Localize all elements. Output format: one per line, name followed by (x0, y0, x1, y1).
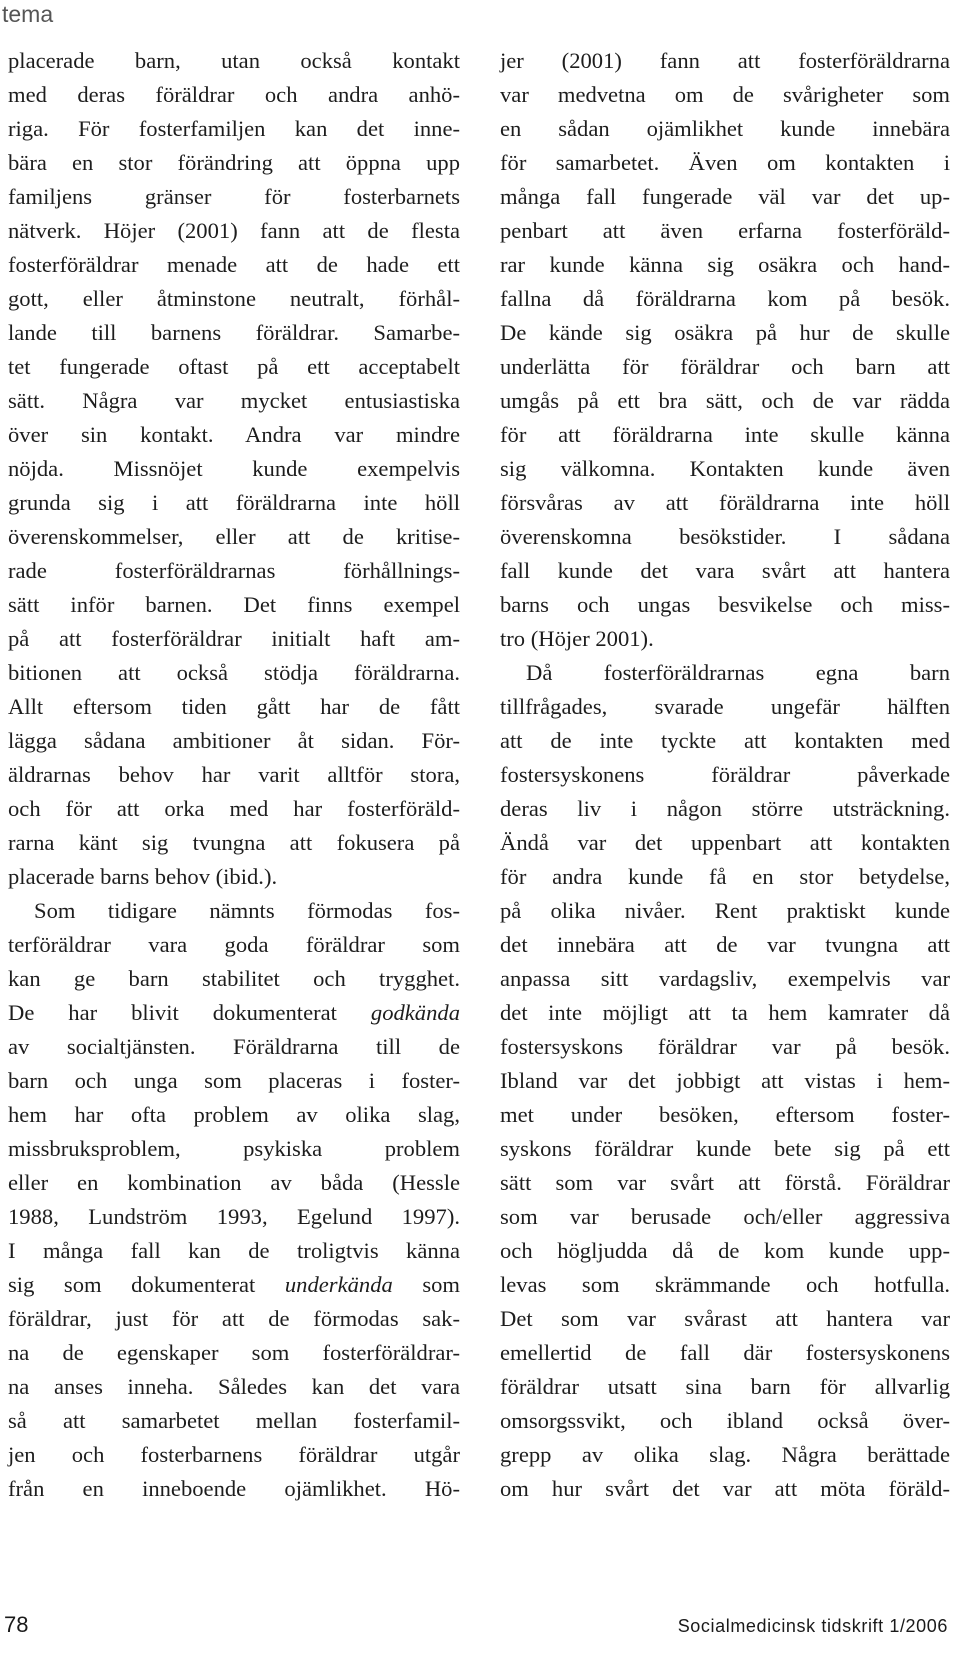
section-tag: tema (2, 1, 54, 27)
text-line: emellertid de fall där fostersyskonens (500, 1340, 950, 1365)
emphasis: godkända (370, 1000, 460, 1025)
text-line: riga. För fosterfamiljen kan det inne- (8, 116, 460, 141)
text-line: fosterföräldrar menade att de hade ett (8, 252, 460, 277)
text-line: över sin kontakt. Andra var mindre (8, 422, 460, 447)
text-line: med deras föräldrar och andra anhö- (8, 82, 460, 107)
text-line: hem har ofta problem av olika slag, (8, 1102, 460, 1127)
text-line: så att samarbetet mellan fosterfamil- (8, 1408, 460, 1433)
text-line (8, 996, 460, 1030)
text-line: tillfrågades, svarade ungefär hälften (500, 694, 950, 719)
text-line: fostersyskons föräldrar var på besök. (500, 1034, 950, 1059)
text-line: rar kunde känna sig osäkra och hand- (500, 252, 950, 277)
text-line: kan ge barn stabilitet och trygghet. (8, 966, 460, 991)
text-line: lägga sådana ambitioner åt sidan. För- (8, 728, 460, 753)
text-line: Ändå var det uppenbart att kontakten (500, 830, 950, 855)
text-line: Allt eftersom tiden gått har de fått (8, 694, 460, 719)
text-segment: sig som dokumenterat (8, 1272, 285, 1297)
right-paragraph-1 (500, 44, 950, 656)
text-line: sig välkomna. Kontakten kunde även (500, 456, 950, 481)
text-line: om hur svårt det var att möta föräld- (500, 1476, 950, 1501)
text-line: och för att orka med har fosterföräld- (8, 796, 460, 821)
text-line: Då fosterföräldrarnas egna barn (526, 660, 950, 685)
text-line: av socialtjänsten. Föräldrarna till de (8, 1034, 460, 1059)
text-line: levas som skrämmande och hotfulla. (500, 1272, 950, 1297)
text-line: placerade barn, utan också kontakt (8, 48, 460, 73)
text-line: deras liv i någon större utsträckning. (500, 796, 950, 821)
text-line: en sådan ojämlikhet kunde innebära (500, 116, 950, 141)
text-segment: som (392, 1272, 460, 1297)
text-line: tro (Höjer 2001). (500, 626, 654, 651)
text-line: fall kunde det vara svårt att hantera (500, 558, 950, 583)
text-segment: De har blivit dokumenterat (8, 1000, 371, 1025)
text-line: umgås på ett bra sätt, och de var rädda (500, 388, 950, 413)
text-line: försvåras av att föräldrarna inte höll (500, 490, 950, 515)
text-line: eller en kombination av båda (Hessle (8, 1170, 460, 1195)
text-line: familjens gränser för fosterbarnets (8, 184, 460, 209)
text-line: De kände sig osäkra på hur de skulle (500, 320, 950, 345)
text-line: 1988, Lundström 1993, Egelund 1997). (8, 1204, 460, 1229)
text-line: syskons föräldrar kunde bete sig på ett (500, 1136, 950, 1161)
text-line: äldrarnas behov har varit alltför stora, (8, 762, 460, 787)
text-line: från en inneboende ojämlikhet. Hö- (8, 1476, 460, 1501)
text-line: och högljudda då de kom kunde upp- (500, 1238, 950, 1263)
text-line: nätverk. Höjer (2001) fann att de flesta (8, 218, 460, 243)
text-line: na de egenskaper som fosterföräldrar- (8, 1340, 460, 1365)
text-line: för att föräldrarna inte skulle känna (500, 422, 950, 447)
text-line: tet fungerade oftast på ett acceptabelt (8, 354, 460, 379)
text-line: jen och fosterbarnens föräldrar utgår (8, 1442, 460, 1467)
text-line: bitionen att också stödja föräldrarna. (8, 660, 460, 685)
text-line: på att fosterföräldrar initialt haft am- (8, 626, 460, 651)
text-line: fostersyskonens föräldrar påverkade (500, 762, 950, 787)
text-line: met under besöken, eftersom foster- (500, 1102, 950, 1127)
text-line: som var berusade och/eller aggressiva (500, 1204, 950, 1229)
text-line: nöjda. Missnöjet kunde exempelvis (8, 456, 460, 481)
left-column (8, 44, 460, 1506)
text-line: grepp av olika slag. Några berättade (500, 1442, 950, 1467)
text-line: det innebära att de var tvungna att (500, 932, 950, 957)
text-line: var medvetna om de svårigheter som (500, 82, 950, 107)
text-line: rade fosterföräldrarnas förhållnings- (8, 558, 460, 583)
text-line: för samarbetet. Även om kontakten i (500, 150, 950, 175)
text-line: underlätta för föräldrar och barn att (500, 354, 950, 379)
text-line: föräldrar, just för att de förmodas sak- (8, 1306, 460, 1331)
text-line: I många fall kan de troligtvis känna (8, 1238, 460, 1263)
text-line: placerade barns behov (ibid.). (8, 864, 278, 889)
text-line (8, 1268, 460, 1302)
text-line: gott, eller åtminstone neutralt, förhål- (8, 286, 460, 311)
right-paragraph-2 (500, 656, 950, 1506)
text-line: sätt. Några var mycket entusiastiska (8, 388, 460, 413)
text-line: omsorgssvikt, och ibland också över- (500, 1408, 950, 1433)
text-line: sätt som var svårt att förstå. Föräldrar (500, 1170, 950, 1195)
text-line: Ibland var det jobbigt att vistas i hem- (500, 1068, 950, 1093)
text-line: missbruksproblem, psykiska problem (8, 1136, 460, 1161)
text-line: det inte möjligt att ta hem kamrater då (500, 1000, 950, 1025)
emphasis: underkända (284, 1272, 393, 1297)
text-line: penbart att även erfarna fosterföräld- (500, 218, 950, 243)
text-line: bära en stor förändring att öppna upp (8, 150, 460, 175)
text-line: lande till barnens föräldrar. Samarbe- (8, 320, 460, 345)
left-paragraph-1 (8, 44, 460, 894)
page-number: 78 (4, 1612, 29, 1637)
text-line: sätt inför barnen. Det finns exempel (8, 592, 460, 617)
text-line: jer (2001) fann att fosterföräldrarna (500, 48, 950, 73)
text-line: anpassa sitt vardagsliv, exempelvis var (500, 966, 950, 991)
journal-footer: Socialmedicinsk tidskrift 1/2006 (677, 1616, 948, 1636)
right-column (500, 44, 950, 1506)
text-line: för andra kunde få en stor betydelse, (500, 864, 950, 889)
text-line: att de inte tyckte att kontakten med (500, 728, 950, 753)
text-line: på olika nivåer. Rent praktiskt kunde (500, 898, 950, 923)
text-line: rarna känt sig tvungna att fokusera på (8, 830, 460, 855)
text-line: barn och unga som placeras i foster- (8, 1068, 460, 1093)
text-line: grunda sig i att föräldrarna inte höll (8, 490, 460, 515)
text-line: föräldrar utsatt sina barn för allvarlig (500, 1374, 950, 1399)
text-line: na anses inneha. Således kan det vara (8, 1374, 460, 1399)
text-line: Som tidigare nämnts förmodas fos- (34, 898, 460, 923)
text-line: många fall fungerade väl var det up- (500, 184, 950, 209)
text-line: terföräldrar vara goda föräldrar som (8, 932, 460, 957)
text-line: överenskomna besökstider. I sådana (500, 524, 950, 549)
text-line: överenskommelser, eller att de kritise- (8, 524, 460, 549)
left-paragraph-2 (8, 894, 460, 1506)
text-line: fallna då föräldrarna kom på besök. (500, 286, 950, 311)
text-line: Det som var svårast att hantera var (500, 1306, 950, 1331)
text-line: barns och ungas besvikelse och miss- (500, 592, 950, 617)
